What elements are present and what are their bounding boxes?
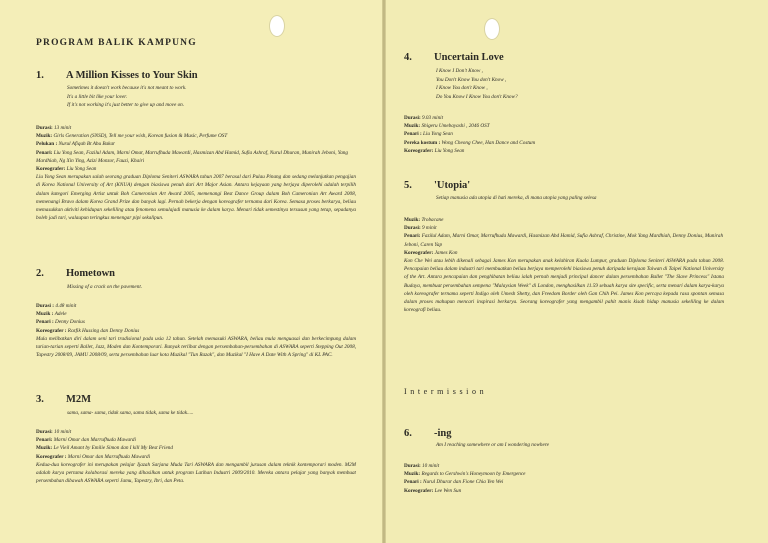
credit-row bbox=[404, 224, 724, 232]
item-6-tagline bbox=[436, 441, 549, 450]
tagline-line: sama, sama- sama, tidak sama, sama tidak, sama ke tidak..... bbox=[67, 410, 194, 416]
credit-row bbox=[36, 310, 356, 318]
credit-key: Muzik: bbox=[404, 471, 421, 478]
credit-key: Durasi: bbox=[404, 225, 421, 232]
credit-key: Koreografer: bbox=[404, 487, 434, 494]
item-5-tagline bbox=[436, 194, 596, 203]
credit-row bbox=[36, 124, 356, 132]
punch-hole bbox=[269, 15, 285, 37]
credit-value: 10 minit bbox=[422, 463, 440, 469]
credit-value: Marni Omar dan Marrufhuda Mawardi bbox=[53, 437, 136, 444]
credit-value: Nurul Dhurar dan Fione Chia Yen Wei bbox=[423, 479, 504, 486]
credit-value: Adele bbox=[54, 311, 67, 318]
item-4-credits bbox=[404, 114, 724, 155]
credit-row bbox=[404, 130, 724, 138]
tagline-line: Sometimes it doesn't work because it's not meant to work. bbox=[67, 85, 187, 91]
item-2-heading bbox=[36, 268, 115, 279]
choreographer-bio: Mula melibatkan diri dalam seni tari tradisional pada usia 12 tahun. Setelah memasuki ASWARA, beliau mula menguasai dan berkecimpung dalam tarian-tarian seperti Ballet, Jazz, Moden dan Kontemporari. Banyak terlibat dengan persembahan-persembahan di ASWARA seperti Stepping Out 2008, Tapestry 2008/09, JAMU 2008/09, serta persembahan luar kota Muzikal "Tun Razak", dan Muzikal "I Have A Date With A Spring" di KL PAC. bbox=[36, 335, 356, 359]
item-1-tagline bbox=[67, 84, 187, 110]
tagline-line: I Know I Don't Know , bbox=[436, 68, 483, 74]
choreographer-bio: Liu Yong Sean merupakan salah seorang graduan Diploma Seniteri ASWARA tahun 2007 berasal dari Pulau Pinang dan sedang melanjutkan pengajian di Korea National University of Art (KNUA) dengan biasiswa penuh dari Art Major Asian. Antara kejayaan yang berjaya diperolehi adalah terpilih dalam kategori Emerging Artist untuk Boh Cameronian Art Award 2005, memenangi Best Dance Group dalam Boh Cameronian Art Award 2008, memenangi Bravo dalam Korea Grand Prize dan banyak lagi. Pernah bekerja dengan koreografer ternama dari Korea. Semasa proses berkarya, beliau memasukkan aktiviti kehidupan sekeliling atau fenomena semulajadi manusia ke dalam karya. Menari tidak semestinya tersusun yang tetap, sepadanya boleh jadi tari, walaupun teringkus menengar pipi sekalipun. bbox=[36, 174, 356, 222]
credit-key: Koreografer: bbox=[404, 249, 434, 256]
tagline-line: Setiap manusia ada utopia di hati mereka, di mana utopia yang paling selesa bbox=[436, 195, 597, 201]
item-3-credits bbox=[36, 428, 356, 485]
item-4-tagline bbox=[436, 67, 518, 101]
choreographer-bio: Kon Che Wei atau lebih dikenali sebagai James Kon merupakan anak kelahiran Kuala Lumpur, graduan Diploma Seniteri ASWARA pada tahun 2008. Pencapaian beliau dalam industri tari membuatkan beliau berjaya memperolehi biasiswa penuh daripada kerajaan Taiwan di Taipei National University of the Art. Antara pencapaian dan penghibatan beliau ialah pernah menjadi principal dancer dalam persembahan Ballet "The Slave Princess" Istana Budaya, membuat persembahan sempena "Malaysian Week" di London, menghasilkan 11.59 sebuah karya site specific, serta menari dalam karya-karya oleh koreografer ternama seperti Indigo oleh Umesh Shetty, dan Freedom Border oleh Gan Chih Pei. James Kon percaya kepada rasa spontan semasa dalam proses mahupun mencari inspirasi berkarya. Seorang koreografer yang mengambil pahit manis kisah hidup manusia sekeliling ke dalam koreografi beliau. bbox=[404, 258, 724, 314]
item-6-heading bbox=[404, 428, 452, 439]
item-1-credits bbox=[36, 124, 356, 222]
credit-value: 13 minit bbox=[54, 125, 72, 131]
credit-key: Koreografer : bbox=[36, 453, 67, 460]
credit-row bbox=[36, 132, 356, 140]
item-2-tagline bbox=[67, 283, 142, 292]
credit-key: Muzik: bbox=[36, 445, 53, 452]
item-title: Uncertain Love bbox=[434, 52, 504, 63]
credit-row bbox=[36, 436, 356, 444]
choreographer-bio: Kedua-dua koreografer ini merupakan pelajar Ijazah Sarjana Muda Tari ASWARA dan mengambil jurusan dalam teknik kontemporari moden. M2M adalah karya pertama kolaborasi mereka yang dihasilkan untuk program Latihan Industri 2009/2010. Mereka antara pelajar yang banyak membuat persembahan dibawah ASWARA seperti Jamu, Tapestry, Ibri, dan Peta. bbox=[36, 461, 356, 485]
credit-key: Koreografer: bbox=[404, 147, 434, 154]
item-title: 'Utopia' bbox=[434, 180, 471, 191]
item-2-credits bbox=[36, 302, 356, 359]
item-4-heading bbox=[404, 52, 504, 63]
credit-key: Penari : bbox=[404, 131, 422, 138]
item-6-credits bbox=[404, 462, 724, 495]
credit-row bbox=[36, 428, 356, 436]
item-5-credits bbox=[404, 216, 724, 314]
credit-key: Durasi: bbox=[36, 429, 53, 435]
tagline-line: I Know You don't Know , bbox=[436, 85, 488, 92]
credit-row bbox=[36, 149, 356, 165]
credit-row bbox=[404, 147, 724, 155]
credit-row bbox=[404, 470, 724, 478]
credit-key: Koreografer : bbox=[36, 327, 67, 334]
item-3-tagline bbox=[67, 409, 194, 418]
credit-row bbox=[404, 122, 724, 130]
credit-row bbox=[36, 165, 356, 173]
tagline-line: Am I reaching somewhere or am I wondering nowhere bbox=[436, 442, 549, 448]
credit-row bbox=[404, 249, 724, 257]
credit-key: Koreografer: bbox=[36, 166, 66, 173]
credit-key: Pelukan : bbox=[36, 141, 58, 148]
credit-value: Wong Cheong Chee, Han Dance and Costum bbox=[441, 139, 536, 146]
credit-row bbox=[36, 140, 356, 148]
item-title: A Million Kisses to Your Skin bbox=[66, 70, 198, 81]
item-title: Hometown bbox=[66, 268, 115, 279]
item-5-heading bbox=[404, 180, 470, 191]
credit-key: Durasi: bbox=[404, 115, 421, 121]
credit-value: 9 minit bbox=[422, 225, 437, 232]
credit-row bbox=[404, 114, 724, 122]
credit-key: Muzik : bbox=[36, 311, 54, 318]
tagline-line: It's a little bit like your lover. bbox=[67, 93, 128, 100]
tagline-line: You Don't Know You don't Know , bbox=[436, 76, 507, 83]
credit-row bbox=[36, 302, 356, 310]
credit-value: Lee Wen Sun bbox=[434, 487, 462, 494]
item-number: 1. bbox=[36, 70, 44, 81]
credit-value: Trobacane bbox=[421, 217, 444, 223]
credit-key: Durasi: bbox=[36, 125, 53, 131]
credit-value: 4.48 minit bbox=[55, 303, 77, 309]
credit-key: Durasi : bbox=[36, 303, 55, 309]
credit-row bbox=[36, 327, 356, 335]
item-3-heading bbox=[36, 394, 91, 405]
credit-value: Rozfik Hussing dan Denny Donius bbox=[67, 327, 140, 334]
credit-row bbox=[404, 216, 724, 224]
credit-value: Regards to Gershwin's Honeymoon by Emergence bbox=[421, 471, 526, 478]
credit-value: Liu Yong Sean bbox=[66, 166, 97, 173]
credit-key: Penari: bbox=[404, 233, 421, 240]
credit-value: 9.03 minit bbox=[422, 115, 444, 121]
credit-row bbox=[36, 444, 356, 452]
credit-key: Penari : bbox=[36, 319, 54, 326]
item-title: M2M bbox=[66, 394, 92, 405]
tagline-line: Missing of a crack on the pavement. bbox=[67, 284, 143, 290]
page-fold bbox=[382, 0, 386, 543]
credit-key: Muzik: bbox=[36, 133, 53, 140]
program-title: PROGRAM BALIK KAMPUNG bbox=[36, 38, 197, 48]
credit-row bbox=[404, 487, 724, 495]
credit-value: Fazilul Adam, Marni Omar, Marrufhuda Mawardi, Hasmizan Abd Hamid, Sufia Ashraf, Christine, Mok Yang Mardhiah, Denny Donius, Munirah Jeboni, Caren Yap bbox=[404, 233, 724, 248]
credit-row bbox=[404, 139, 724, 147]
credit-value: Liu Yong Sean bbox=[423, 131, 453, 138]
credit-key: Penari : bbox=[404, 479, 422, 486]
credit-key: Muzik: bbox=[404, 123, 421, 130]
item-number: 4. bbox=[404, 52, 412, 63]
credit-key: Muzik: bbox=[404, 217, 421, 223]
tagline-line: If it's not working it's just better to give up and move on. bbox=[67, 102, 185, 109]
credit-value: Shigeru Umebayashi , 2046 OST bbox=[421, 123, 490, 130]
item-number: 5. bbox=[404, 180, 412, 191]
credit-value: Denny Donius bbox=[55, 319, 85, 326]
item-number: 2. bbox=[36, 268, 44, 279]
credit-row bbox=[404, 462, 724, 470]
credit-key: Pereka kostum : bbox=[404, 139, 441, 146]
intermission-label: Intermission bbox=[404, 387, 488, 396]
credit-value: James Kon bbox=[434, 249, 458, 256]
item-number: 6. bbox=[404, 428, 412, 439]
credit-row bbox=[36, 453, 356, 461]
credit-row bbox=[404, 232, 724, 248]
credit-value: Nurul Afiqah Bt Abu Bakar bbox=[58, 141, 116, 148]
credit-key: Penari: bbox=[36, 437, 53, 444]
credit-row bbox=[404, 478, 724, 486]
credit-value: 10 minit bbox=[54, 429, 72, 435]
credit-value: Girls Generation (SNSD), Tell me your wish, Korean fusion & Music, Perfume OST bbox=[53, 133, 228, 140]
credit-row bbox=[36, 318, 356, 326]
tagline-line: Do You Know I Know You don't Know? bbox=[436, 93, 518, 100]
credit-key: Durasi: bbox=[404, 463, 421, 469]
item-1-heading bbox=[36, 70, 198, 81]
credit-value: Liu Yong Sean bbox=[434, 147, 465, 154]
punch-hole bbox=[484, 18, 500, 40]
credit-value: Marni Omar dan Marrufhuda Mawardi bbox=[67, 453, 151, 460]
item-title: -ing bbox=[434, 428, 452, 439]
credit-value: Le Vieil Amant by Emilie Simon dan I kill My Best Friend bbox=[53, 445, 173, 452]
credit-value: Liu Yong Sean, Fazilul Adam, Marni Omar, Marrufhuda Mawardi, Hasmizan Abd Hamid, Sufia Ashraf, Nurul Dhuran, Munirah Jeboni, Yang Mardhiah, Ng Xin Ying, Azizi Monzor, Fauzi, Khairi bbox=[36, 149, 348, 164]
item-number: 3. bbox=[36, 394, 44, 405]
credit-key: Penari: bbox=[36, 149, 53, 156]
